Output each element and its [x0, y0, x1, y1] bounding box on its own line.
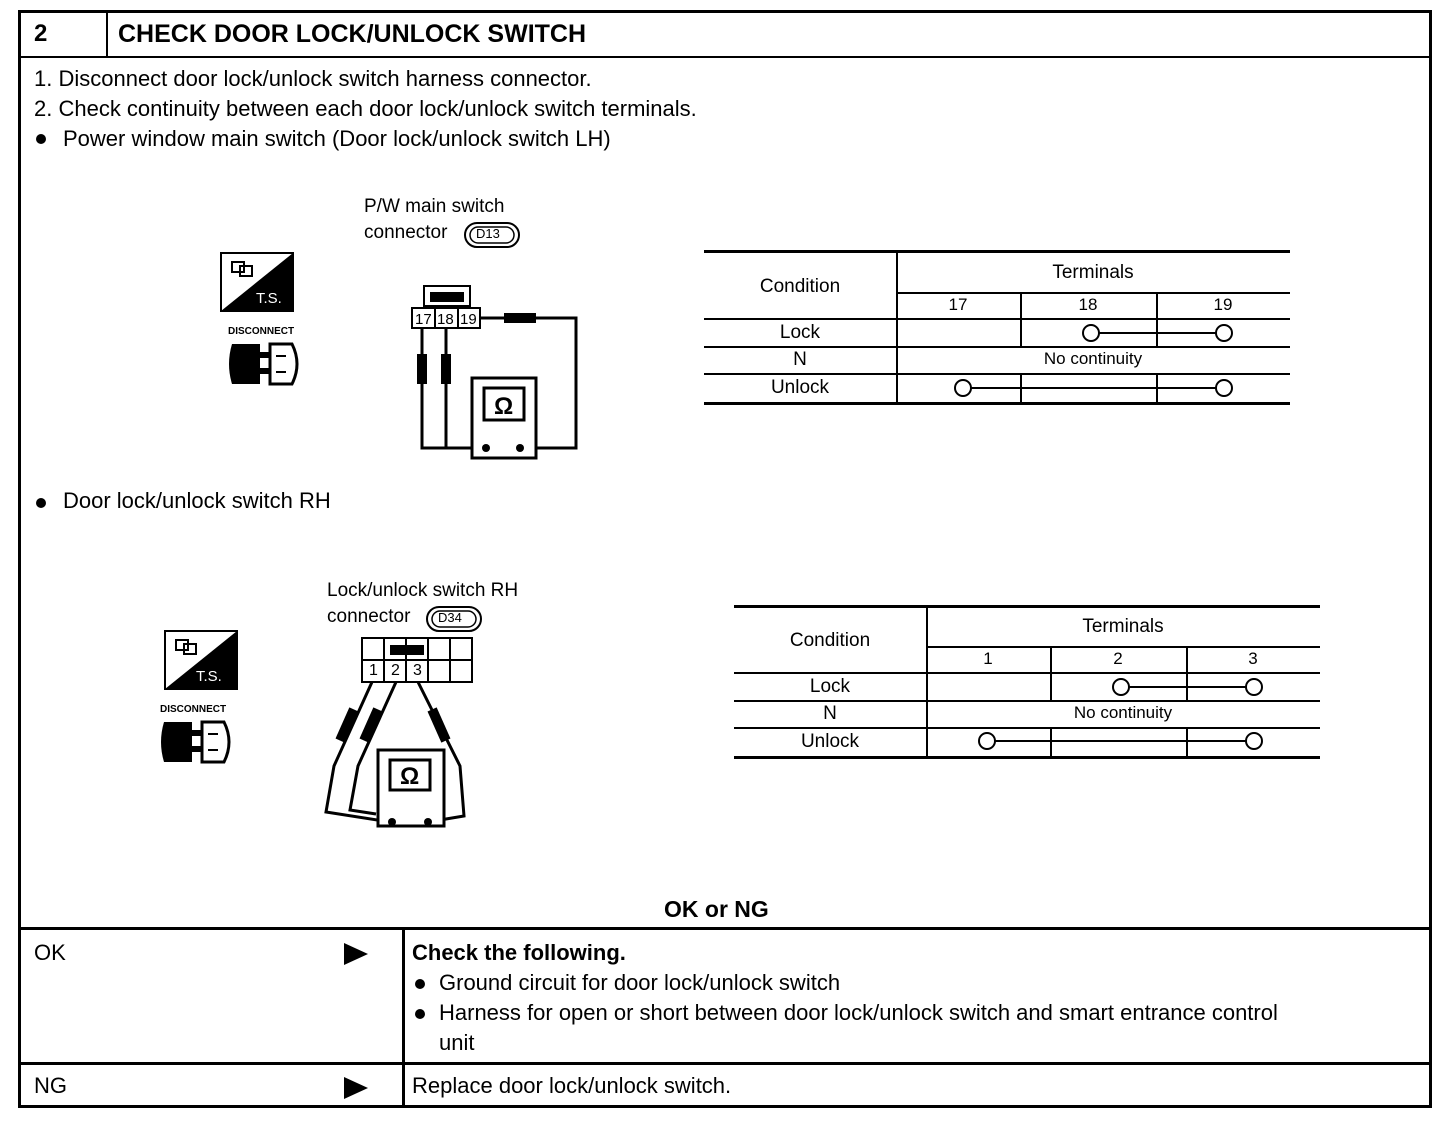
ok-or-ng-heading: OK or NG — [664, 896, 769, 922]
lh-table-rule-3 — [704, 373, 1290, 375]
lh-pin-17: 17 — [415, 311, 432, 328]
lh-wiring-diagram — [408, 284, 588, 464]
disconnect-label-rh: DISCONNECT — [160, 704, 227, 715]
disconnect-connector-icon-lh — [226, 338, 306, 390]
rh-terminal-2: 2 — [1113, 649, 1123, 668]
ts-label-rh: T.S. — [196, 668, 222, 685]
lh-table-sub-rule — [896, 292, 1290, 294]
lh-unlock-continuity-mark — [952, 378, 1242, 400]
rh-wiring-diagram — [320, 636, 480, 832]
lh-row-n: N — [793, 349, 807, 370]
rh-row-lock: Lock — [809, 676, 851, 697]
procedure-frame — [18, 10, 1432, 1108]
step-title: CHECK DOOR LOCK/UNLOCK SWITCH — [118, 20, 587, 48]
bullet-lh-title: Power window main switch (Door lock/unlock switch LH) — [63, 126, 611, 151]
disconnect-label-lh: DISCONNECT — [228, 326, 295, 337]
lh-row-unlock: Unlock — [770, 377, 830, 398]
ok-action-title: Check the following. — [412, 940, 626, 965]
lh-ohmmeter-icon: Ω — [494, 393, 514, 420]
lh-row-lock: Lock — [779, 322, 821, 343]
disconnect-connector-icon-rh — [158, 716, 238, 768]
lh-table-top-rule — [704, 250, 1290, 253]
rh-table-rule-3 — [734, 727, 1320, 729]
rh-connector-name: Lock/unlock switch RH — [327, 580, 519, 601]
rh-row-n: N — [823, 703, 837, 724]
lh-terminal-19: 19 — [1213, 295, 1233, 314]
ok-arrow-icon — [344, 943, 368, 965]
ok-item-2: Harness for open or short between door lock/unlock switch and smart entrance control — [439, 1000, 1278, 1025]
lh-table-rule-1 — [704, 318, 1290, 320]
lh-condition-header: Condition — [759, 276, 841, 297]
rh-pin-2: 2 — [391, 662, 400, 679]
header-divider — [106, 10, 108, 57]
bullet-dot — [36, 134, 46, 144]
lh-no-continuity: No continuity — [1043, 349, 1143, 368]
lh-terminal-18: 18 — [1078, 295, 1098, 314]
lh-connector-name: P/W main switch — [364, 196, 505, 217]
bullet-dot — [415, 979, 425, 989]
rh-pin-1: 1 — [369, 662, 378, 679]
rh-pin-3: 3 — [413, 662, 422, 679]
rh-table-sub-rule — [926, 646, 1320, 648]
rh-terminal-1: 1 — [983, 649, 993, 668]
lh-table-bottom-rule — [704, 402, 1290, 405]
rh-no-continuity: No continuity — [1073, 703, 1173, 722]
rh-table-rule-2 — [734, 700, 1320, 702]
lh-connector-id: D13 — [476, 226, 500, 241]
lh-pin-19: 19 — [460, 311, 477, 328]
ok-label: OK — [34, 940, 66, 965]
bullet-dot — [415, 1009, 425, 1019]
rh-table-top-rule — [734, 605, 1320, 608]
rh-table-rule-1 — [734, 672, 1320, 674]
rh-table-bottom-rule — [734, 756, 1320, 759]
ng-label: NG — [34, 1073, 67, 1098]
ts-label-lh: T.S. — [256, 290, 282, 307]
rh-connector-word: connector — [327, 606, 411, 627]
rh-lock-continuity-mark — [1110, 676, 1270, 698]
lh-pin-18: 18 — [437, 311, 454, 328]
ng-arrow-icon — [344, 1077, 368, 1099]
rh-unlock-continuity-mark — [976, 731, 1266, 753]
rh-row-unlock: Unlock — [800, 731, 860, 752]
lh-connector-word: connector — [364, 222, 448, 243]
rh-connector-id: D34 — [438, 610, 462, 625]
instruction-2: 2. Check continuity between each door lock/unlock switch terminals. — [34, 96, 697, 121]
lh-lock-continuity-mark — [1080, 322, 1240, 344]
lh-terminal-17: 17 — [948, 295, 968, 314]
lh-table-rule-2 — [704, 346, 1290, 348]
header-rule — [18, 56, 1432, 58]
rh-ohmmeter-icon: Ω — [400, 763, 420, 790]
instruction-1: 1. Disconnect door lock/unlock switch harness connector. — [34, 66, 592, 91]
rh-terminal-3: 3 — [1248, 649, 1258, 668]
bullet-rh-title: Door lock/unlock switch RH — [63, 488, 331, 513]
ng-action: Replace door lock/unlock switch. — [412, 1073, 732, 1098]
result-column-divider — [402, 929, 405, 1107]
ok-item-2-continued: unit — [439, 1030, 475, 1055]
ok-item-1: Ground circuit for door lock/unlock switch — [439, 970, 841, 995]
bullet-dot — [36, 498, 46, 508]
step-number: 2 — [34, 20, 48, 47]
rh-terminals-header: Terminals — [1082, 616, 1164, 637]
result-top-rule — [18, 927, 1432, 930]
result-mid-rule — [18, 1062, 1432, 1065]
lh-terminals-header: Terminals — [1052, 262, 1134, 283]
rh-condition-header: Condition — [789, 630, 871, 651]
